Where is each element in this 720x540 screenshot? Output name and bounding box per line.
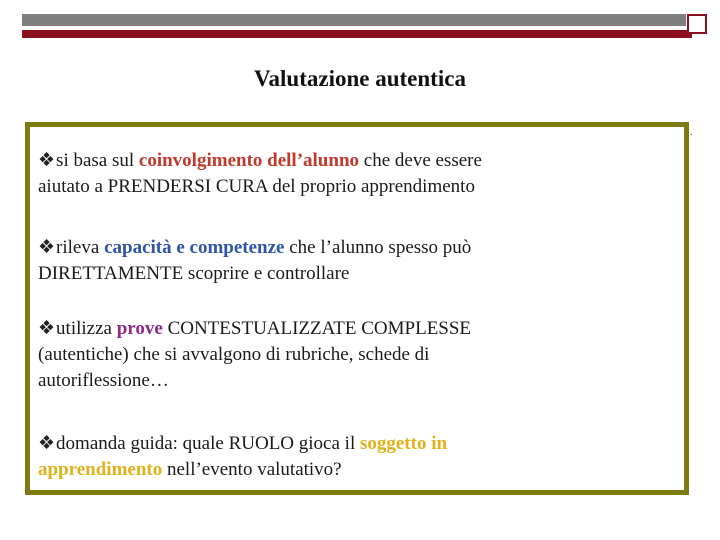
point-2-post: che l’alunno spesso può xyxy=(284,237,472,258)
point-3-highlight: prove xyxy=(116,318,163,339)
point-1-highlight: coinvolgimento dell’alunno xyxy=(138,150,360,171)
bullet-point-1 xyxy=(38,148,658,200)
point-2-pre: rileva xyxy=(56,237,105,258)
bullet-point-2 xyxy=(38,235,658,287)
point-4-line2-highlight: apprendimento xyxy=(38,459,163,480)
top-red-bar xyxy=(22,30,692,38)
slide-title: Valutazione autentica xyxy=(254,66,466,91)
point-4-pre: domanda guida: quale RUOLO gioca il xyxy=(56,433,360,454)
point-2-line2: DIRETTAMENTE scoprire e controllare xyxy=(38,263,350,284)
point-3-pre: utilizza xyxy=(56,318,117,339)
diamond-bullet-icon: ❖ xyxy=(38,318,56,339)
point-2-highlight: capacità e competenze xyxy=(104,237,285,258)
point-4-line2: nell’evento valutativo? xyxy=(162,459,342,480)
diamond-bullet-icon: ❖ xyxy=(38,150,56,171)
corner-square xyxy=(687,14,707,34)
side-mark: . xyxy=(690,127,693,138)
top-gray-bar xyxy=(22,14,686,26)
point-4-highlight: soggetto in xyxy=(359,433,448,454)
point-3-line2: (autentiche) che si avvalgono di rubriche, schede di xyxy=(38,344,430,365)
point-1-line2: aiutato a PRENDERSI CURA del proprio apprendimento xyxy=(38,176,475,197)
point-3-post: CONTESTUALIZZATE COMPLESSE xyxy=(162,318,472,339)
diamond-bullet-icon: ❖ xyxy=(38,237,56,258)
point-1-pre: si basa sul xyxy=(56,150,139,171)
bullet-point-3 xyxy=(38,316,658,394)
diamond-bullet-icon: ❖ xyxy=(38,433,56,454)
point-1-post: che deve essere xyxy=(359,150,482,171)
bullet-point-4 xyxy=(38,431,658,483)
point-3-line3: autoriflessione… xyxy=(38,370,169,391)
